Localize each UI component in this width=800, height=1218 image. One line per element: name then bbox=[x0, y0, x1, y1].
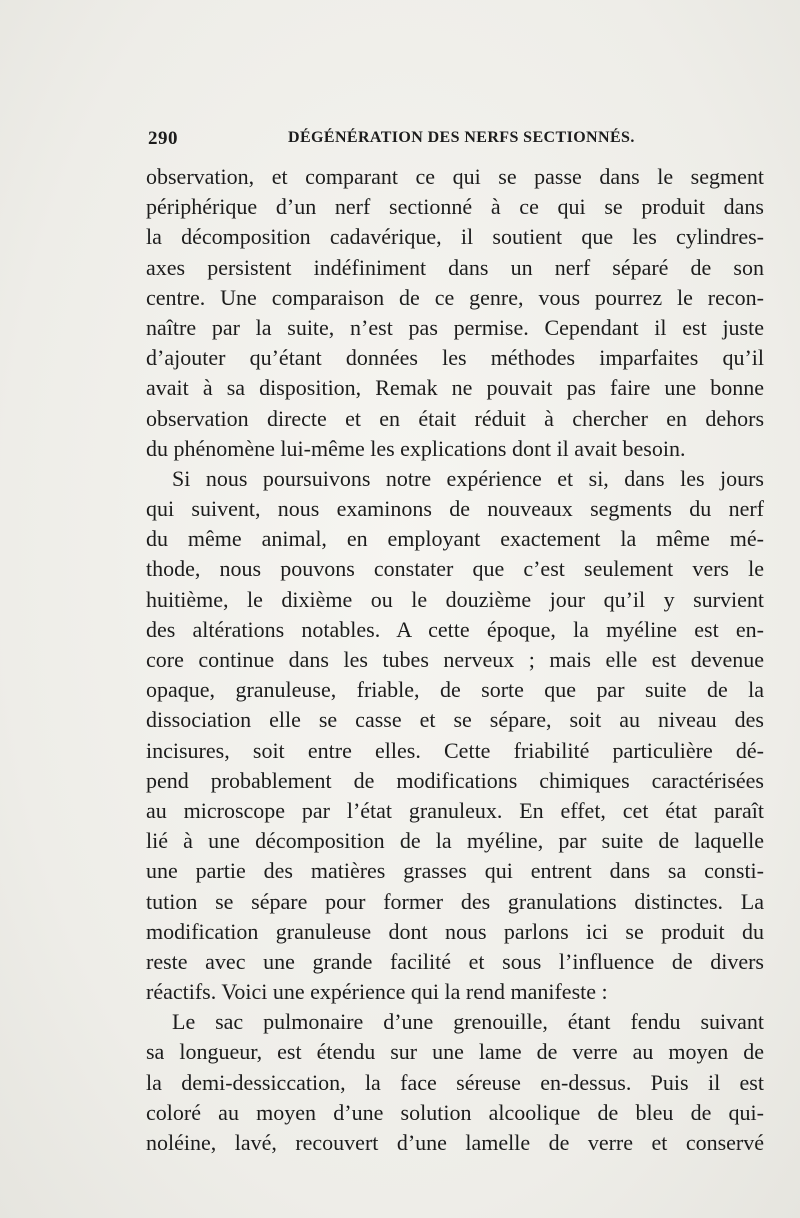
text-line: lié à une décomposition de la myéline, par suite de laquelle bbox=[146, 828, 764, 854]
text-line: d’ajouter qu’étant données les méthodes imparfaites qu’il bbox=[146, 345, 764, 371]
text-line: naître par la suite, n’est pas permise. Cependant il est juste bbox=[146, 314, 764, 340]
page-number: 290 bbox=[148, 128, 178, 149]
text-line: tution se sépare pour former des granulations distinctes. La bbox=[146, 888, 764, 914]
text-line: réactifs. Voici une expérience qui la rend manifeste : bbox=[146, 979, 608, 1005]
text-line: dissociation elle se casse et se sépare, soit au niveau des bbox=[146, 707, 764, 733]
text-line: au microscope par l’état granuleux. En effet, cet état paraît bbox=[146, 797, 764, 823]
text-line: reste avec une grande facilité et sous l’influence de divers bbox=[146, 948, 764, 974]
body-text bbox=[146, 162, 764, 1158]
text-line: la demi-dessiccation, la face séreuse en-dessus. Puis il est bbox=[146, 1069, 764, 1095]
text-line: pend probablement de modifications chimiques caractérisées bbox=[146, 767, 764, 793]
text-line: noléine, lavé, recouvert d’une lamelle de verre et conservé bbox=[146, 1130, 764, 1155]
running-title: DÉGÉNÉRATION DES NERFS SECTIONNÉS. bbox=[288, 129, 635, 146]
text-line: du même animal, en employant exactement la même mé- bbox=[146, 526, 764, 552]
text-line: thode, nous pouvons constater que c’est seulement vers le bbox=[146, 556, 764, 582]
text-line: huitième, le dixième ou le douzième jour qu’il y survient bbox=[146, 586, 764, 612]
running-head bbox=[148, 128, 768, 158]
text-line: observation, et comparant ce qui se passe dans le segment bbox=[146, 164, 764, 189]
text-line: observation directe et en était réduit à chercher en dehors bbox=[146, 405, 764, 431]
text-line: sa longueur, est étendu sur une lame de verre au moyen de bbox=[146, 1039, 764, 1065]
text-line: périphérique d’un nerf sectionné à ce qui se produit dans bbox=[146, 194, 764, 220]
text-line: la décomposition cadavérique, il soutient que les cylindres- bbox=[146, 224, 764, 250]
text-line: modification granuleuse dont nous parlons ici se produit du bbox=[146, 918, 764, 944]
text-line: Le sac pulmonaire d’une grenouille, étant fendu suivant bbox=[172, 1009, 764, 1035]
text-line: centre. Une comparaison de ce genre, vous pourrez le recon- bbox=[146, 284, 764, 310]
text-line: axes persistent indéfiniment dans un nerf séparé de son bbox=[146, 254, 764, 280]
text-line: du phénomène lui-même les explications dont il avait besoin. bbox=[146, 435, 686, 461]
text-line: Si nous poursuivons notre expérience et si, dans les jours bbox=[172, 465, 764, 491]
text-line: une partie des matières grasses qui entrent dans sa consti- bbox=[146, 858, 764, 884]
text-line: qui suivent, nous examinons de nouveaux segments du nerf bbox=[146, 496, 764, 522]
text-line: des altérations notables. A cette époque, la myéline est en- bbox=[146, 616, 764, 642]
text-line: avait à sa disposition, Remak ne pouvait pas faire une bonne bbox=[146, 375, 764, 401]
text-line: opaque, granuleuse, friable, de sorte que par suite de la bbox=[146, 677, 764, 703]
text-line: incisures, soit entre elles. Cette friabilité particulière dé- bbox=[146, 737, 764, 763]
text-line: coloré au moyen d’une solution alcoolique de bleu de qui- bbox=[146, 1099, 764, 1125]
text-line: core continue dans les tubes nerveux ; mais elle est devenue bbox=[146, 647, 764, 672]
